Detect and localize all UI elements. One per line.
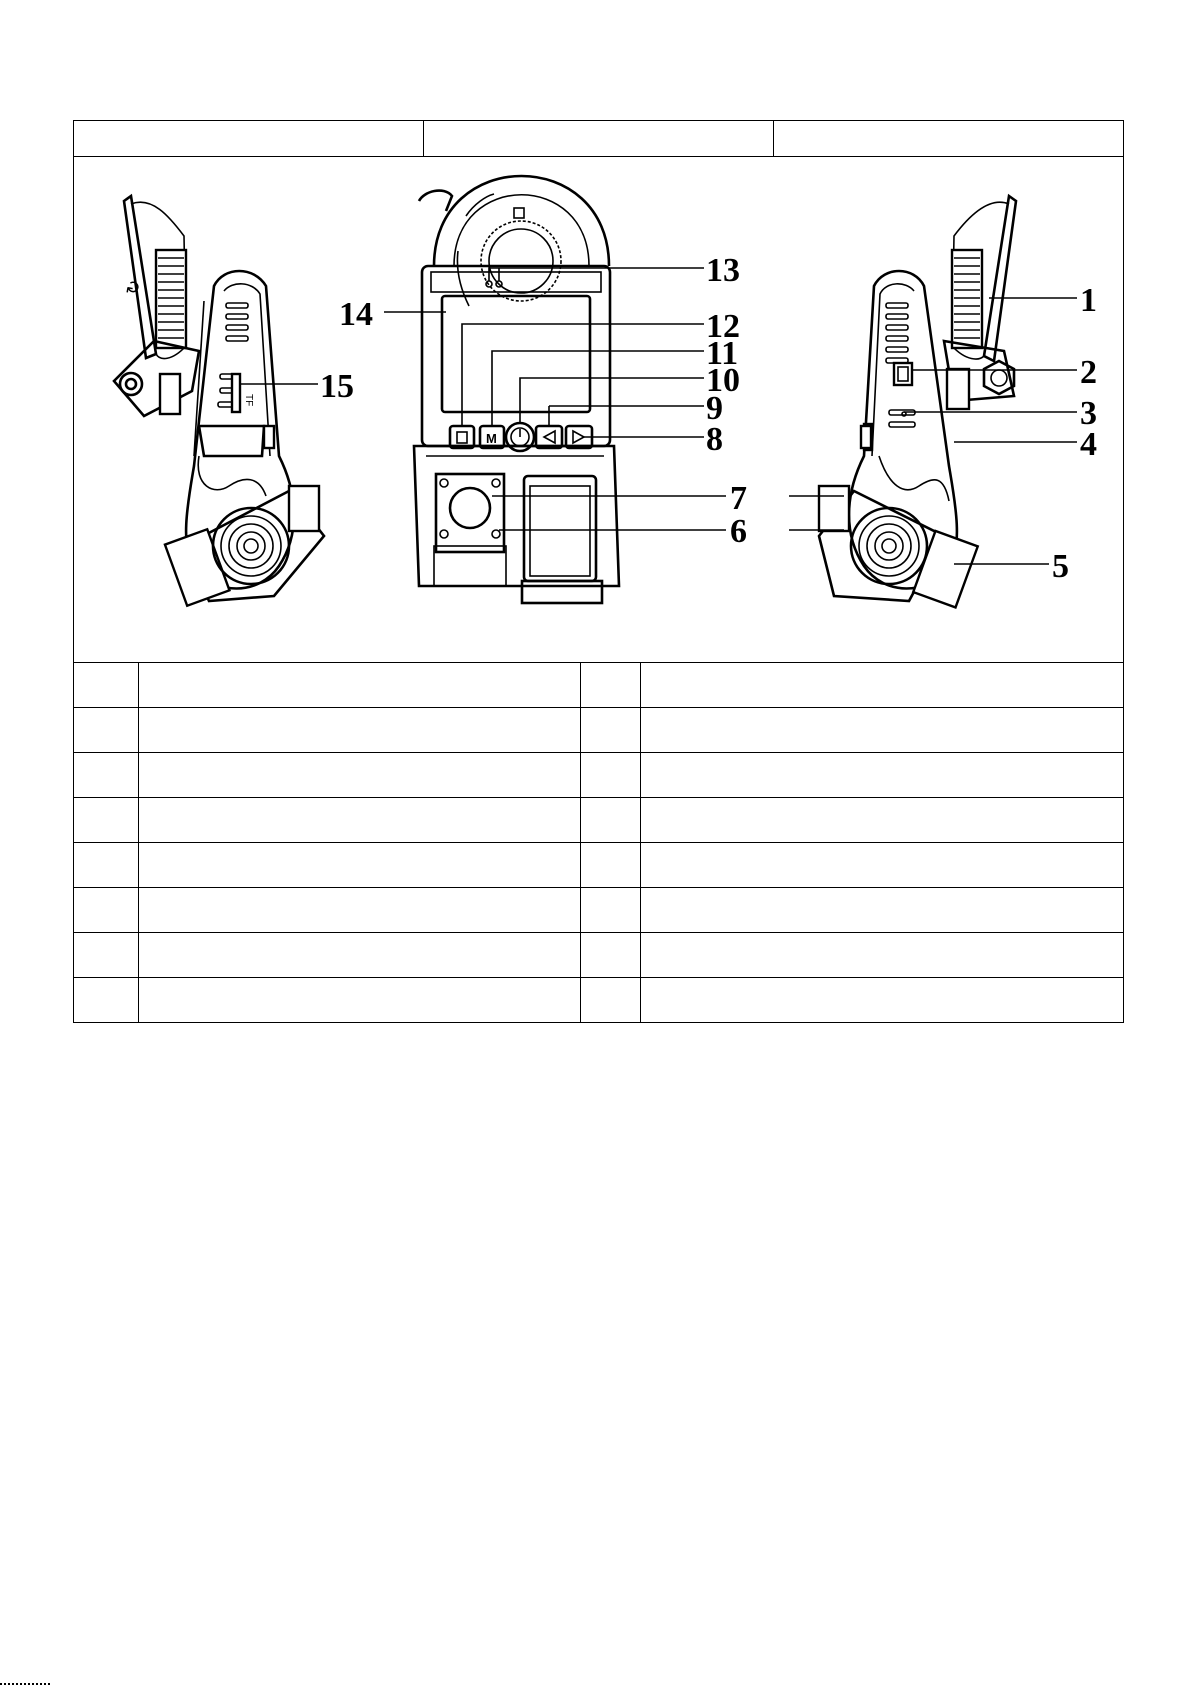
legend-number (74, 663, 139, 708)
callout-7: 7 (730, 480, 747, 517)
device-diagram (74, 156, 1125, 663)
callout-5: 5 (1052, 548, 1069, 585)
legend-description (641, 663, 1124, 708)
legend-number (74, 753, 139, 798)
legend-number (581, 933, 641, 978)
table-row (74, 843, 1124, 888)
legend-description (641, 798, 1124, 843)
callout-3: 3 (1080, 395, 1097, 432)
left-side-view (114, 196, 324, 606)
callout-11: 11 (706, 335, 739, 372)
legend-number (581, 753, 641, 798)
front-view (414, 176, 619, 603)
callout-14: 14 (339, 296, 373, 333)
legend-description (139, 843, 581, 888)
callout-10: 10 (706, 362, 740, 399)
table-row (74, 978, 1124, 1023)
table-row (74, 753, 1124, 798)
table-row (74, 798, 1124, 843)
legend-description (139, 978, 581, 1023)
legend-description (139, 753, 581, 798)
legend-description (139, 933, 581, 978)
table-row (74, 888, 1124, 933)
device-diagram-box (73, 156, 1124, 663)
right-side-view (819, 196, 1016, 607)
screen (442, 296, 590, 412)
legend-number (581, 888, 641, 933)
legend-number (581, 663, 641, 708)
callout-8: 8 (706, 421, 723, 458)
callout-13: 13 (706, 252, 740, 289)
tf-slot-label: TF (243, 394, 254, 407)
legend-number (74, 708, 139, 753)
legend-number (581, 843, 641, 888)
header-cell-3 (774, 121, 1123, 156)
legend-number (581, 708, 641, 753)
legend-number (581, 978, 641, 1023)
legend-description (641, 888, 1124, 933)
callout-15: 15 (320, 368, 354, 405)
legend-description (139, 708, 581, 753)
table-row (74, 663, 1124, 708)
tf-slot (232, 374, 240, 412)
legend-number (74, 798, 139, 843)
legend-description (641, 978, 1124, 1023)
header-row (73, 120, 1124, 157)
callout-1: 1 (1080, 282, 1097, 319)
legend-number (74, 978, 139, 1023)
legend-description (139, 798, 581, 843)
callout-6: 6 (730, 513, 747, 550)
legend-description (641, 708, 1124, 753)
callout-4: 4 (1080, 426, 1097, 463)
legend-number (581, 798, 641, 843)
mode-button-label: M (486, 431, 497, 446)
legend-description (641, 753, 1124, 798)
legend-description (641, 843, 1124, 888)
legend-number (74, 933, 139, 978)
header-cell-1 (74, 121, 424, 156)
legend-number (74, 888, 139, 933)
page-corner-mark (0, 1679, 50, 1685)
svg-text:↻: ↻ (122, 278, 145, 297)
legend-description (139, 663, 581, 708)
legend-number (74, 843, 139, 888)
header-cell-2 (424, 121, 774, 156)
legend-description (139, 888, 581, 933)
parts-legend-table (73, 662, 1124, 1023)
callout-9: 9 (706, 390, 723, 427)
legend-description (641, 933, 1124, 978)
callout-2: 2 (1080, 354, 1097, 391)
table-row (74, 708, 1124, 753)
callout-12: 12 (706, 308, 740, 345)
table-row (74, 933, 1124, 978)
